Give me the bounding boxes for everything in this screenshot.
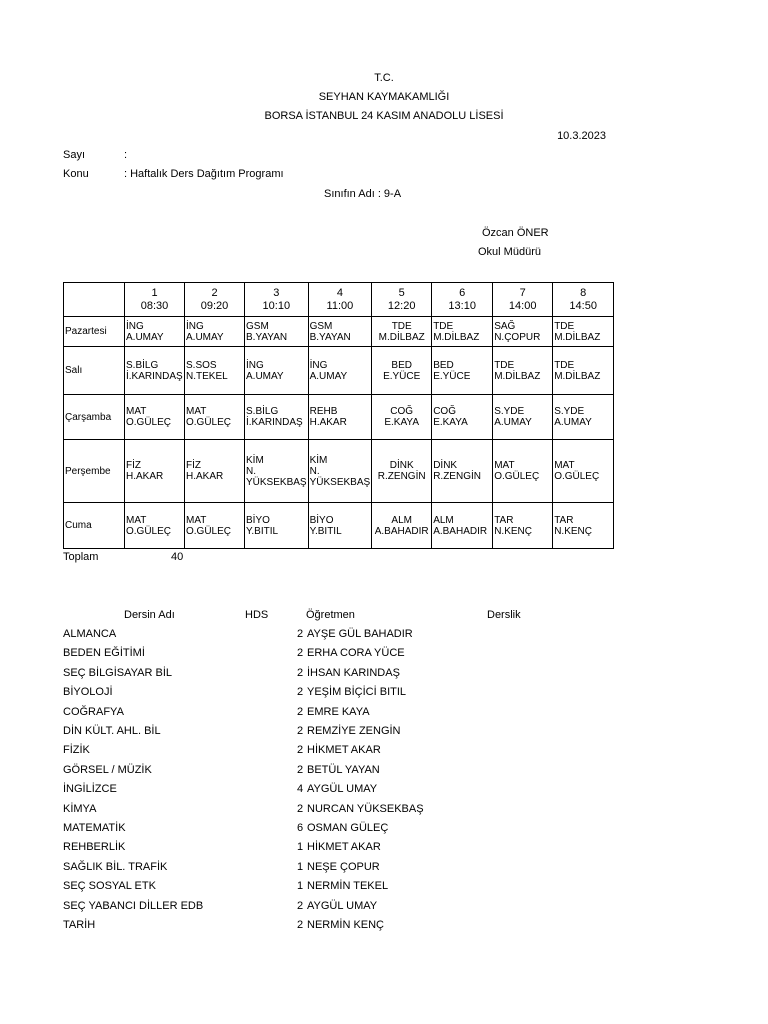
lesson-cell: MAT O.GÜLEÇ bbox=[493, 440, 553, 503]
subject-hours: 2 bbox=[297, 725, 304, 737]
schedule-header-row bbox=[64, 283, 614, 317]
col-header-teacher: Öğretmen bbox=[306, 609, 355, 621]
lesson-cell: İNG A.UMAY bbox=[125, 317, 185, 347]
class-name: Sınıfın Adı : 9-A bbox=[324, 188, 402, 200]
period-header: 2 09:20 bbox=[185, 283, 245, 317]
subject-name: SEÇ YABANCI DİLLER EDB bbox=[63, 900, 204, 912]
schedule-row-sali bbox=[64, 347, 614, 395]
subject-teacher: ERHA CORA YÜCE bbox=[307, 647, 405, 659]
subject-name: DİN KÜLT. AHL. BİL bbox=[63, 725, 161, 737]
day-label: Cuma bbox=[64, 503, 125, 549]
lesson-cell: DİNK R.ZENGİN bbox=[372, 440, 432, 503]
lesson-cell: FİZ H.AKAR bbox=[185, 440, 245, 503]
schedule-row-persembe bbox=[64, 440, 614, 503]
lesson-cell: COĞ E.KAYA bbox=[372, 395, 432, 440]
lesson-cell: BED E.YÜCE bbox=[372, 347, 432, 395]
lesson-cell: BED E.YÜCE bbox=[432, 347, 493, 395]
period-header: 8 14:50 bbox=[553, 283, 614, 317]
subject-hours: 2 bbox=[297, 686, 304, 698]
col-header-subject: Dersin Adı bbox=[124, 609, 175, 621]
lesson-cell: MAT O.GÜLEÇ bbox=[553, 440, 614, 503]
lesson-cell: İNG A.UMAY bbox=[185, 317, 245, 347]
schedule-row-cuma bbox=[64, 503, 614, 549]
header-district: SEYHAN KAYMAKAMLIĞI bbox=[318, 91, 450, 103]
subject-name: İNGİLİZCE bbox=[63, 783, 117, 795]
lesson-cell: S.YDE A.UMAY bbox=[553, 395, 614, 440]
subject-hours: 6 bbox=[297, 822, 304, 834]
period-header: 7 14:00 bbox=[493, 283, 553, 317]
lesson-cell: TDE M.DİLBAZ bbox=[372, 317, 432, 347]
day-label: Perşembe bbox=[64, 440, 125, 503]
schedule-row-pazartesi bbox=[64, 317, 614, 347]
subject-teacher: NERMİN TEKEL bbox=[307, 880, 389, 892]
day-label: Pazartesi bbox=[64, 317, 125, 347]
lesson-cell: KİM N. YÜKSEKBAŞ bbox=[308, 440, 372, 503]
sayi-value: : bbox=[124, 149, 128, 161]
subject-hours: 2 bbox=[297, 803, 304, 815]
subject-name: FİZİK bbox=[63, 744, 90, 756]
subject-row bbox=[0, 686, 768, 705]
lesson-cell: BİYO Y.BITIL bbox=[245, 503, 309, 549]
document-date: 10.3.2023 bbox=[557, 130, 606, 142]
subject-hours: 2 bbox=[297, 667, 304, 679]
lesson-cell: İNG A.UMAY bbox=[308, 347, 372, 395]
subject-name: SEÇ SOSYAL ETK bbox=[63, 880, 156, 892]
subject-hours: 2 bbox=[297, 900, 304, 912]
subject-name: SEÇ BİLGİSAYAR BİL bbox=[63, 667, 173, 679]
subject-row bbox=[0, 628, 768, 647]
subject-row bbox=[0, 900, 768, 919]
subject-teacher: İHSAN KARINDAŞ bbox=[307, 667, 400, 679]
lesson-cell: TDE M.DİLBAZ bbox=[553, 347, 614, 395]
lesson-cell: MAT O.GÜLEÇ bbox=[125, 503, 185, 549]
subject-hours: 1 bbox=[297, 861, 304, 873]
lesson-cell: FİZ H.AKAR bbox=[125, 440, 185, 503]
lesson-cell: İNG A.UMAY bbox=[245, 347, 309, 395]
lesson-cell: TDE M.DİLBAZ bbox=[493, 347, 553, 395]
lesson-cell: S.BİLG İ.KARINDAŞ bbox=[125, 347, 185, 395]
lesson-cell: TAR N.KENÇ bbox=[493, 503, 553, 549]
period-header: 1 08:30 bbox=[125, 283, 185, 317]
lesson-cell: TAR N.KENÇ bbox=[553, 503, 614, 549]
subject-hours: 4 bbox=[297, 783, 304, 795]
subject-teacher: BETÜL YAYAN bbox=[307, 764, 380, 776]
subject-row bbox=[0, 667, 768, 686]
lesson-cell: S.YDE A.UMAY bbox=[493, 395, 553, 440]
subject-teacher: NERMİN KENÇ bbox=[307, 919, 385, 931]
lesson-cell: SAĞ N.ÇOPUR bbox=[493, 317, 553, 347]
period-header: 5 12:20 bbox=[372, 283, 432, 317]
subject-name: SAĞLIK BİL. TRAFİK bbox=[63, 861, 168, 873]
subject-hours: 1 bbox=[297, 841, 304, 853]
subject-row bbox=[0, 841, 768, 860]
lesson-cell: KİM N. YÜKSEKBAŞ bbox=[245, 440, 309, 503]
subject-row bbox=[0, 725, 768, 744]
lesson-cell: GSM B.YAYAN bbox=[245, 317, 309, 347]
subject-teacher: EMRE KAYA bbox=[307, 706, 370, 718]
header-tc: T.C. bbox=[374, 72, 394, 84]
subject-hours: 2 bbox=[297, 919, 304, 931]
total-value: 40 bbox=[171, 551, 184, 563]
day-label: Çarşamba bbox=[64, 395, 125, 440]
lesson-cell: BİYO Y.BITIL bbox=[308, 503, 372, 549]
day-label: Salı bbox=[64, 347, 125, 395]
subject-hours: 2 bbox=[297, 647, 304, 659]
subject-hours: 1 bbox=[297, 880, 304, 892]
subject-row bbox=[0, 919, 768, 938]
header-school: BORSA İSTANBUL 24 KASIM ANADOLU LİSESİ bbox=[264, 110, 504, 122]
subject-row bbox=[0, 880, 768, 899]
lesson-cell: REHB H.AKAR bbox=[308, 395, 372, 440]
subject-name: TARİH bbox=[63, 919, 96, 931]
lesson-cell: S.BİLG İ.KARINDAŞ bbox=[245, 395, 309, 440]
lesson-cell: MAT O.GÜLEÇ bbox=[125, 395, 185, 440]
subject-teacher: YEŞİM BİÇİCİ BITIL bbox=[307, 686, 407, 698]
subject-hours: 2 bbox=[297, 744, 304, 756]
subject-row bbox=[0, 783, 768, 802]
subject-row bbox=[0, 861, 768, 880]
lesson-cell: COĞ E.KAYA bbox=[432, 395, 493, 440]
subject-name: BİYOLOJİ bbox=[63, 686, 113, 698]
period-header: 4 11:00 bbox=[308, 283, 372, 317]
lesson-cell: GSM B.YAYAN bbox=[308, 317, 372, 347]
principal-title: Okul Müdürü bbox=[478, 246, 541, 258]
subject-hours: 2 bbox=[297, 764, 304, 776]
period-header: 3 10:10 bbox=[245, 283, 309, 317]
subject-row bbox=[0, 647, 768, 666]
subject-name: MATEMATİK bbox=[63, 822, 126, 834]
subject-row bbox=[0, 822, 768, 841]
lesson-cell: TDE M.DİLBAZ bbox=[553, 317, 614, 347]
subject-name: KİMYA bbox=[63, 803, 97, 815]
subject-teacher: NURCAN YÜKSEKBAŞ bbox=[307, 803, 424, 815]
period-header: 6 13:10 bbox=[432, 283, 493, 317]
subject-teacher: HİKMET AKAR bbox=[307, 841, 381, 853]
lesson-cell: MAT O.GÜLEÇ bbox=[185, 395, 245, 440]
col-header-hours: HDS bbox=[245, 609, 269, 621]
sayi-label: Sayı bbox=[63, 149, 86, 161]
weekly-schedule-table bbox=[63, 282, 614, 549]
subject-name: BEDEN EĞİTİMİ bbox=[63, 647, 145, 659]
subject-name: ALMANCA bbox=[63, 628, 117, 640]
subject-teacher: AYGÜL UMAY bbox=[307, 783, 378, 795]
subject-name: GÖRSEL / MÜZİK bbox=[63, 764, 152, 776]
konu-value: : Haftalık Ders Dağıtım Programı bbox=[124, 168, 284, 180]
subject-row bbox=[0, 744, 768, 763]
subject-teacher: NEŞE ÇOPUR bbox=[307, 861, 380, 873]
lesson-cell: TDE M.DİLBAZ bbox=[432, 317, 493, 347]
subject-name: REHBERLİK bbox=[63, 841, 126, 853]
subject-teacher: AYŞE GÜL BAHADIR bbox=[307, 628, 413, 640]
subject-teacher: AYGÜL UMAY bbox=[307, 900, 378, 912]
subject-row bbox=[0, 706, 768, 725]
subject-teacher: OSMAN GÜLEÇ bbox=[307, 822, 389, 834]
schedule-row-carsamba bbox=[64, 395, 614, 440]
total-label: Toplam bbox=[63, 551, 99, 563]
subject-row bbox=[0, 764, 768, 783]
subject-hours: 2 bbox=[297, 628, 304, 640]
lesson-cell: ALM A.BAHADIR bbox=[372, 503, 432, 549]
col-header-room: Derslik bbox=[487, 609, 521, 621]
lesson-cell: DİNK R.ZENGİN bbox=[432, 440, 493, 503]
subject-teacher: REMZİYE ZENGİN bbox=[307, 725, 401, 737]
principal-name: Özcan ÖNER bbox=[482, 227, 549, 239]
subject-hours: 2 bbox=[297, 706, 304, 718]
lesson-cell: MAT O.GÜLEÇ bbox=[185, 503, 245, 549]
subject-teacher: HİKMET AKAR bbox=[307, 744, 381, 756]
corner-cell bbox=[64, 283, 125, 317]
konu-label: Konu bbox=[63, 168, 89, 180]
lesson-cell: ALM A.BAHADIR bbox=[432, 503, 493, 549]
subject-row bbox=[0, 803, 768, 822]
subject-name: COĞRAFYA bbox=[63, 706, 124, 718]
lesson-cell: S.SOS N.TEKEL bbox=[185, 347, 245, 395]
